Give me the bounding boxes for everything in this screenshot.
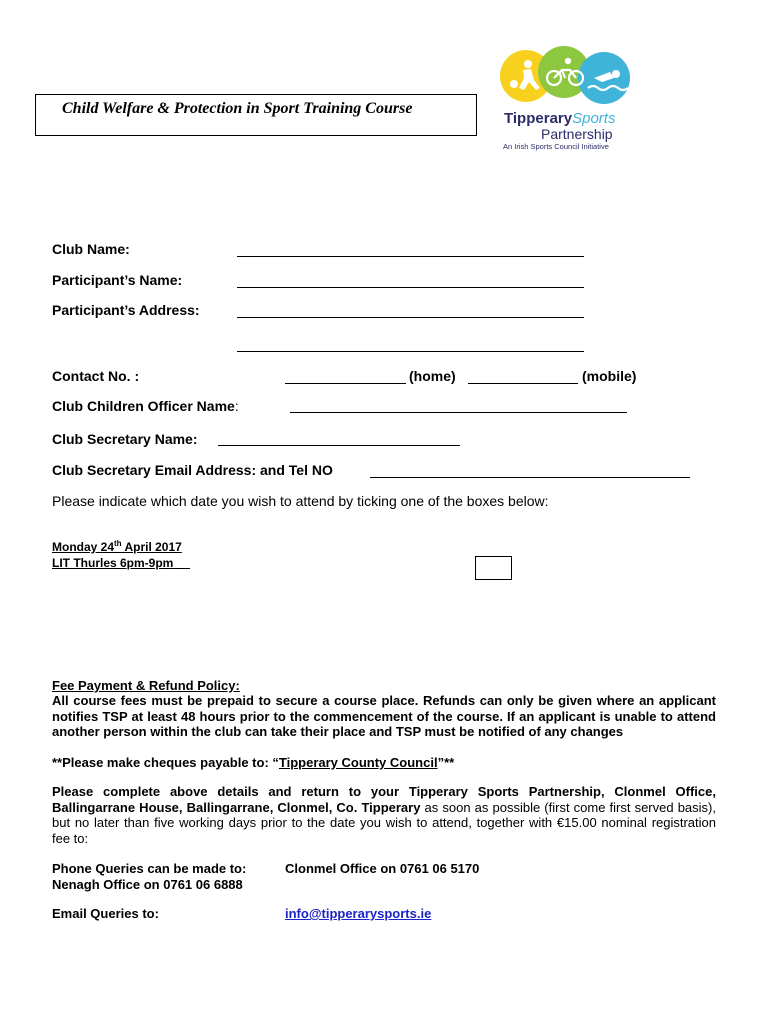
secretary-email-label: Club Secretary Email Address: and Tel NO (52, 462, 333, 478)
club-name-label: Club Name: (52, 241, 130, 257)
page-title: Child Welfare & Protection in Sport Training Course (62, 100, 413, 117)
logo-tagline: An Irish Sports Council Initiative (503, 142, 609, 151)
email-label: Email Queries to: (52, 906, 159, 921)
nenagh-phone: Nenagh Office on 0761 06 6888 (52, 877, 243, 892)
logo-name: TipperarySports (504, 110, 616, 127)
cco-label: Club Children Officer Name: (52, 398, 239, 414)
contact-label: Contact No. : (52, 368, 140, 384)
participant-address-field-1[interactable] (237, 317, 584, 318)
secretary-name-label: Club Secretary Name: (52, 431, 198, 447)
contact-mobile-label: (mobile) (582, 368, 637, 384)
policy-heading: Fee Payment & Refund Policy: (52, 678, 240, 693)
participant-address-label: Participant’s Address: (52, 302, 200, 318)
contact-home-field[interactable] (285, 383, 406, 384)
policy-body: All course fees must be prepaid to secure a course place. Refunds can only be given where an applicant notifies TSP at least 48 hours prior to the commencement of the course. If an applicant is unable to attend another person within the club can take their place and TSP must be notified of any changes (52, 693, 716, 739)
cco-name-field[interactable] (290, 412, 627, 413)
session-tick-box[interactable] (475, 556, 512, 580)
session-date: Monday 24th April 2017 (52, 539, 182, 554)
secretary-email-field[interactable] (370, 477, 690, 478)
clonmel-phone: Clonmel Office on 0761 06 5170 (285, 861, 480, 876)
cheques-note: **Please make cheques payable to: “Tipperary County Council”** (52, 755, 455, 770)
session-venue: LIT Thurles 6pm-9pm (52, 556, 174, 570)
tipperary-sports-logo (498, 44, 638, 110)
contact-home-label: (home) (409, 368, 456, 384)
logo-subtitle: Partnership (541, 126, 613, 142)
phone-label: Phone Queries can be made to: (52, 861, 247, 876)
secretary-name-field[interactable] (218, 445, 460, 446)
contact-mobile-field[interactable] (468, 383, 578, 384)
participant-name-field[interactable] (237, 287, 584, 288)
email-link[interactable]: info@tipperarysports.ie (285, 906, 432, 921)
date-instruction: Please indicate which date you wish to attend by ticking one of the boxes below: (52, 493, 549, 509)
participant-address-field-2[interactable] (237, 351, 584, 352)
participant-name-label: Participant’s Name: (52, 272, 183, 288)
club-name-field[interactable] (237, 256, 584, 257)
return-instructions: Please complete above details and return to your Tipperary Sports Partnership, Clonmel Office, Ballingarrane House, Ballingarrane, Clonmel, Co. Tipperary as soon as possible (first come first served basis), but no later than five working days prior to the date you wish to attend, together with €15.00 nominal registration fee to: (52, 784, 716, 846)
